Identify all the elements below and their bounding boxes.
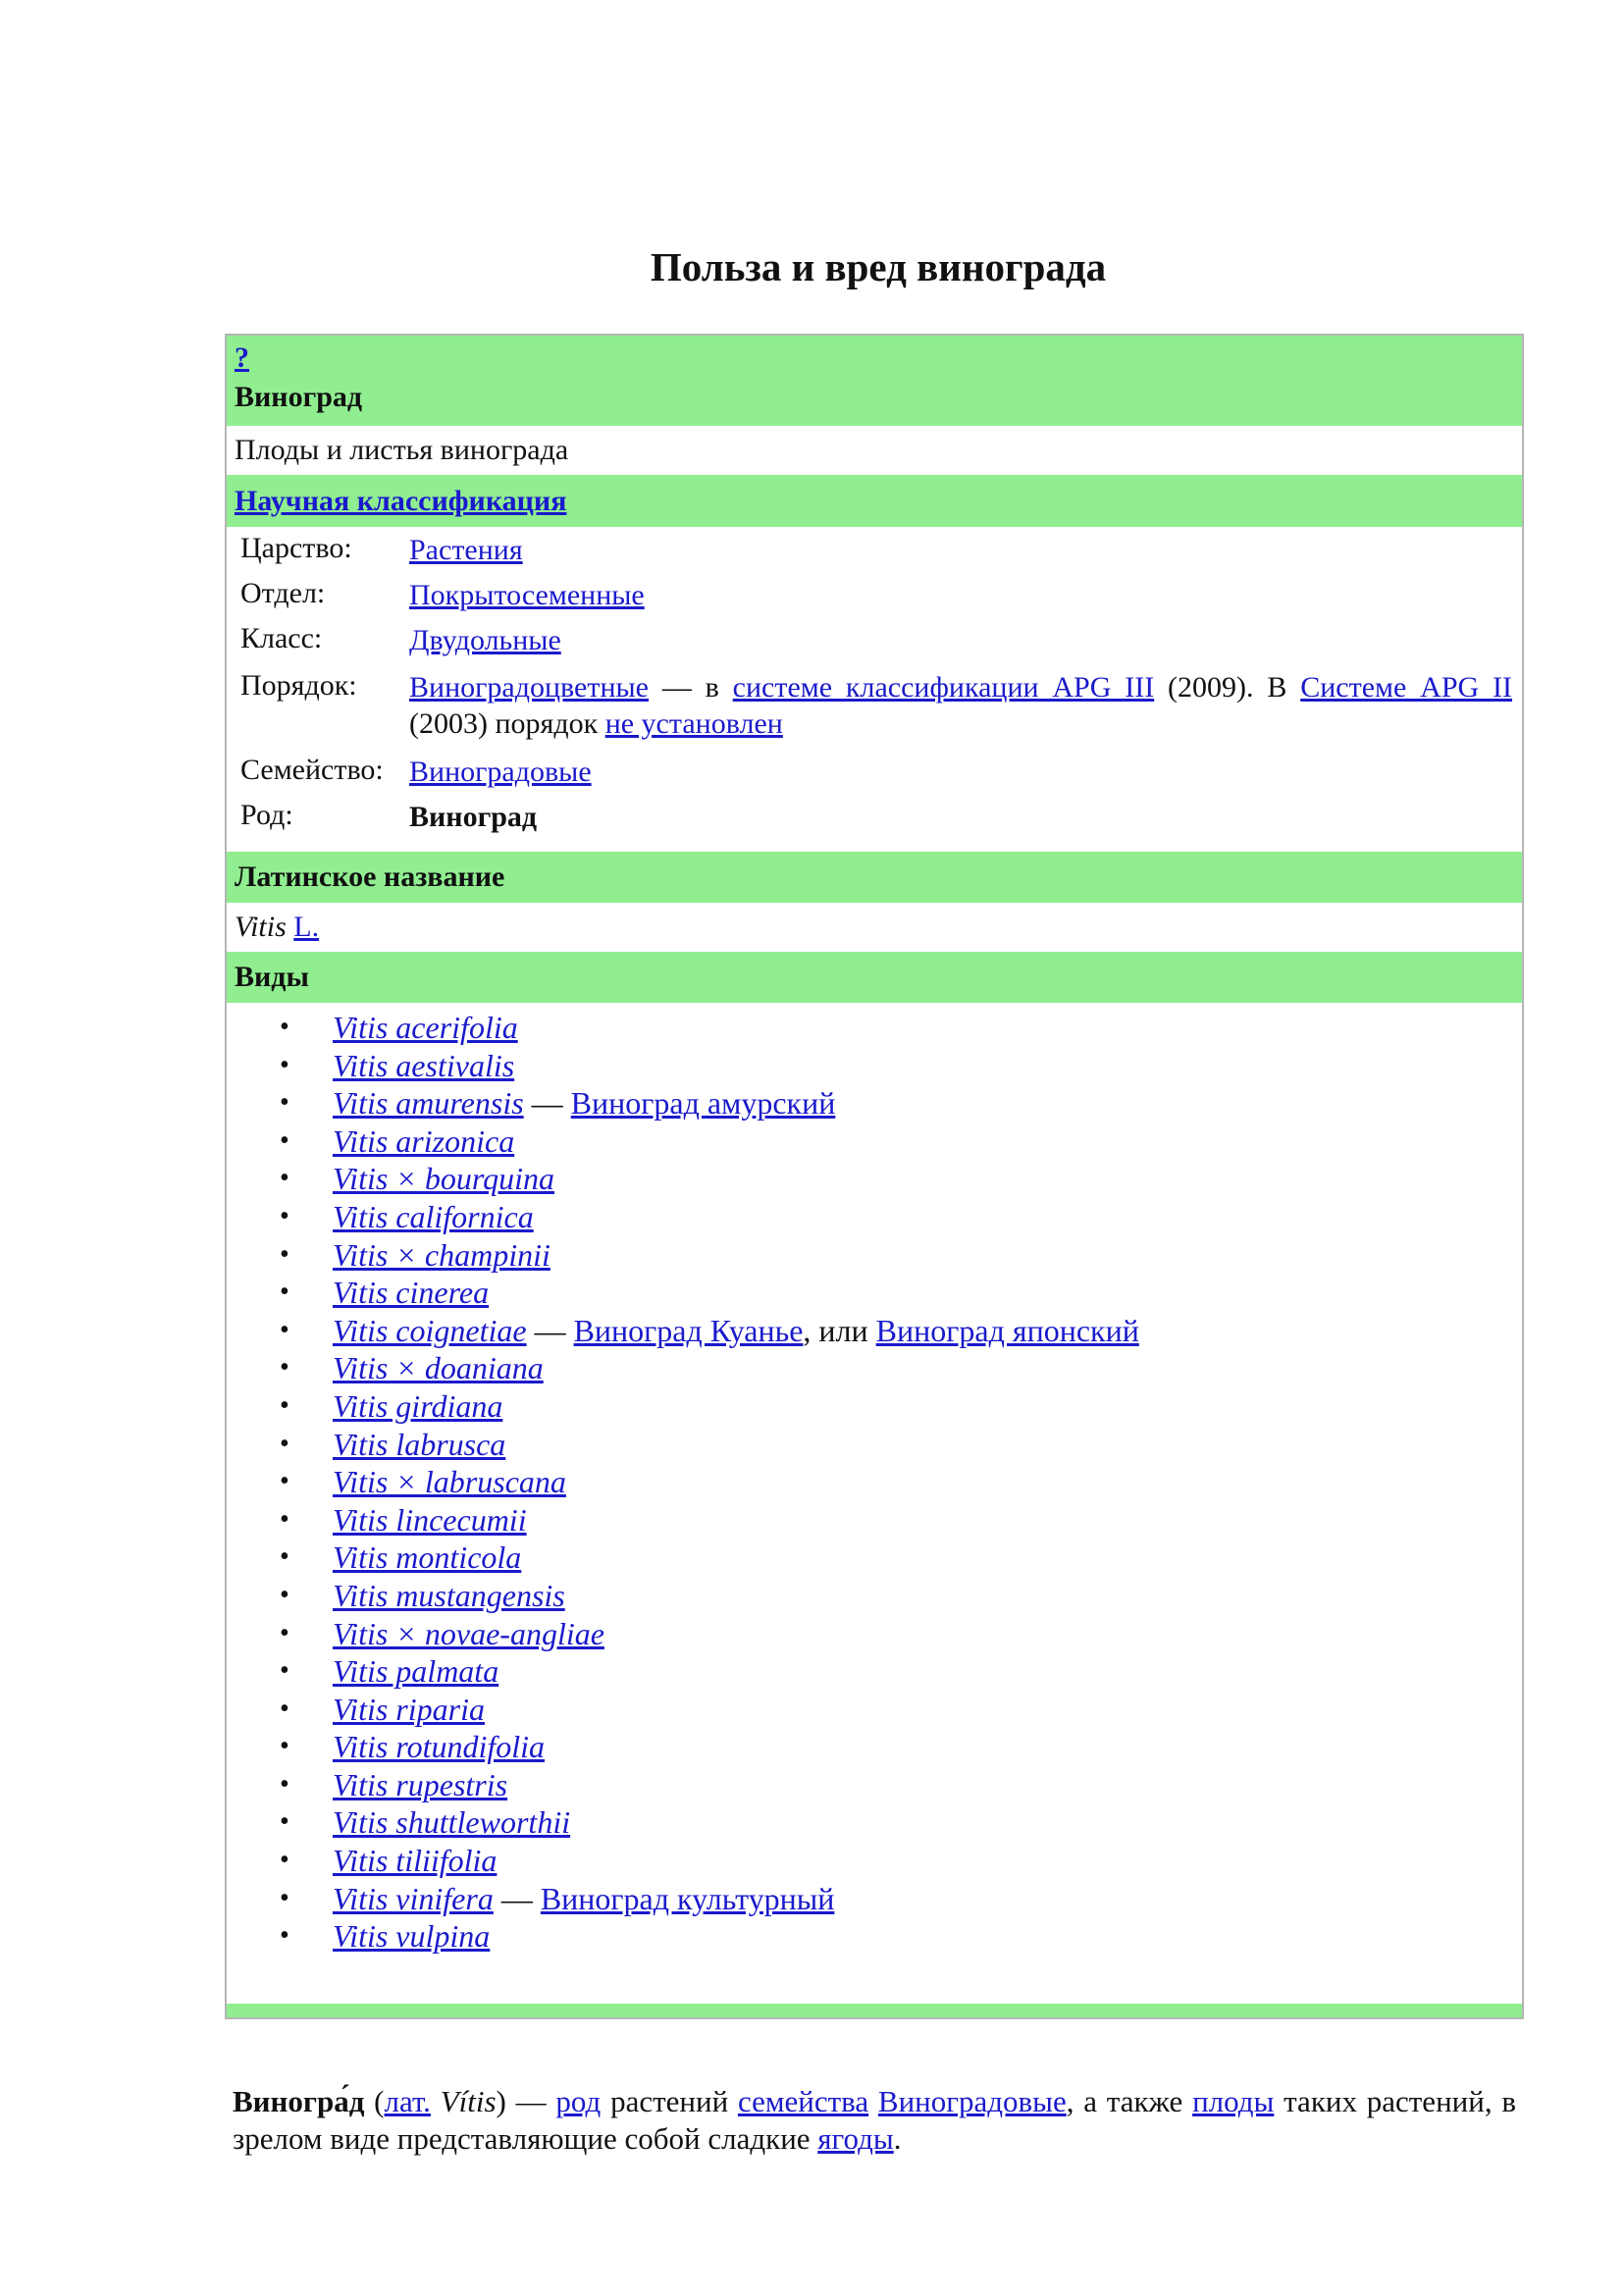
- list-item: [333, 1691, 1139, 1729]
- species-link[interactable]: Vitis coignetiae: [333, 1312, 527, 1348]
- image-caption: Плоды и листья винограда: [235, 434, 569, 466]
- list-item: [333, 1766, 1139, 1804]
- species-link[interactable]: Vitis × labruscana: [333, 1464, 566, 1500]
- taxonomy-row-order: [240, 669, 1512, 748]
- species-link[interactable]: Vitis vinifera: [333, 1880, 494, 1916]
- species-link[interactable]: Vitis shuttleworthii: [333, 1804, 571, 1841]
- species-link[interactable]: Vitis rupestris: [333, 1766, 508, 1802]
- list-item: [333, 1160, 1139, 1198]
- not-established-link[interactable]: не установлен: [604, 707, 783, 740]
- taxonomy-row-family: [240, 754, 1512, 793]
- article-term: Виногра́д: [233, 2084, 365, 2118]
- list-item: [333, 1842, 1139, 1880]
- berries-link[interactable]: ягоды: [817, 2121, 894, 2156]
- list-item: [333, 1349, 1139, 1387]
- species-link[interactable]: Vitis californica: [333, 1198, 534, 1234]
- apg3-link[interactable]: системе классификации APG III: [732, 671, 1155, 704]
- species-ru-link[interactable]: Виноград амурский: [570, 1085, 836, 1122]
- species-list: [227, 1009, 1139, 1956]
- list-item: [333, 1426, 1139, 1464]
- list-item: • Vitis vinifera — Виноград культурный: [333, 1880, 1139, 1918]
- species-link[interactable]: Vitis × champinii: [333, 1236, 550, 1273]
- list-item: [333, 1198, 1139, 1236]
- species-link[interactable]: Vitis cinerea: [333, 1275, 490, 1311]
- classification-link[interactable]: Научная классификация: [235, 485, 567, 517]
- apg2-link[interactable]: Системе APG II: [1300, 671, 1512, 704]
- species-link[interactable]: Vitis aestivalis: [333, 1047, 515, 1083]
- species-link[interactable]: Vitis × bourquina: [333, 1161, 555, 1197]
- order-value: Виноградоцветные — в системе классификации APG III (2009). В Системе APG II (2003) порядок не установлен: [409, 671, 1512, 740]
- taxonomy-label: Семейство:: [240, 754, 384, 786]
- lat-link[interactable]: лат.: [384, 2084, 431, 2118]
- latin-name-header: Латинское название: [227, 852, 1522, 903]
- page-title: Польза и вред винограда: [650, 244, 1107, 289]
- class-link[interactable]: Двудольные: [409, 624, 561, 656]
- species-link[interactable]: Vitis arizonica: [333, 1122, 515, 1159]
- species-link[interactable]: Vitis tiliifolia: [333, 1843, 498, 1879]
- taxobox-name: Виноград: [235, 381, 363, 413]
- species-link[interactable]: Vitis rotundifolia: [333, 1729, 546, 1765]
- species-link[interactable]: Vitis lincecumii: [333, 1501, 527, 1538]
- list-item: [333, 1917, 1139, 1956]
- species-link[interactable]: Vitis palmata: [333, 1653, 499, 1690]
- genus-link[interactable]: род: [555, 2084, 602, 2118]
- author-link[interactable]: L.: [293, 911, 320, 943]
- latin-name: Vitis: [235, 911, 287, 943]
- species-link[interactable]: Vitis labrusca: [333, 1426, 506, 1462]
- species-link[interactable]: Vitis amurensis: [333, 1085, 524, 1122]
- list-item: [333, 1387, 1139, 1426]
- species-link[interactable]: Vitis × doaniana: [333, 1350, 544, 1386]
- taxonomy-row-division: [240, 577, 1512, 616]
- list-item: [333, 1463, 1139, 1501]
- species-link[interactable]: Vitis mustangensis: [333, 1577, 565, 1613]
- list-item: [333, 1577, 1139, 1615]
- list-item: • Vitis coignetiae — Виноград Куанье, или Виноград японский: [333, 1312, 1139, 1350]
- family-link[interactable]: Виноградовые: [409, 756, 592, 788]
- taxobox-title-row: [227, 336, 1522, 426]
- order-link[interactable]: Виноградоцветные: [409, 671, 649, 704]
- species-header: Виды: [227, 952, 1522, 1003]
- taxonomy-row-genus: [240, 799, 1512, 838]
- taxonomy-label: Класс:: [240, 622, 323, 654]
- taxobox-footer-bar: [227, 2004, 1522, 2017]
- list-item: [333, 1615, 1139, 1653]
- vitaceae-link[interactable]: Виноградовые: [877, 2084, 1067, 2118]
- taxonomy-label: Род:: [240, 799, 293, 831]
- list-item: [333, 1122, 1139, 1161]
- list-item: [333, 1728, 1139, 1766]
- species-link[interactable]: Vitis girdiana: [333, 1387, 503, 1424]
- list-item: [333, 1501, 1139, 1539]
- taxonomy-label: Царство:: [240, 532, 352, 564]
- article-intro: Виногра́д (лат. Vítis) — род растений семейства Виноградовые, а также плоды таких растений, в зрелом виде представляющие собой сладкие ягоды.: [233, 2084, 1516, 2156]
- species-link[interactable]: Vitis monticola: [333, 1539, 522, 1576]
- taxonomy-label: Отдел:: [240, 577, 326, 609]
- list-item: [333, 1009, 1139, 1047]
- taxonomy-row-kingdom: [240, 532, 1512, 571]
- species-link[interactable]: Vitis × novae-angliae: [333, 1615, 604, 1651]
- species-ru-link[interactable]: Виноград японский: [875, 1312, 1139, 1348]
- species-link[interactable]: Vitis vulpina: [333, 1918, 491, 1955]
- list-item: • Vitis amurensis — Виноград амурский: [333, 1084, 1139, 1122]
- help-link[interactable]: ?: [235, 341, 249, 374]
- list-item: [333, 1652, 1139, 1691]
- division-link[interactable]: Покрытосеменные: [409, 579, 645, 611]
- species-link[interactable]: Vitis riparia: [333, 1691, 485, 1727]
- list-item: [333, 1047, 1139, 1085]
- species-ru-link[interactable]: Виноград культурный: [540, 1880, 835, 1916]
- species-ru-link[interactable]: Виноград Куанье: [573, 1312, 804, 1348]
- genus-value: Виноград: [409, 801, 538, 833]
- list-item: [333, 1274, 1139, 1312]
- taxobox: [225, 334, 1524, 2019]
- species-link[interactable]: Vitis acerifolia: [333, 1010, 518, 1045]
- list-item: [333, 1236, 1139, 1275]
- taxonomy-label: Порядок:: [240, 669, 357, 702]
- fruit-link[interactable]: плоды: [1192, 2084, 1275, 2118]
- classification-header-row: [227, 475, 1522, 527]
- family-term-link[interactable]: семейства: [737, 2084, 869, 2118]
- list-item: [333, 1539, 1139, 1577]
- kingdom-link[interactable]: Растения: [409, 534, 523, 566]
- taxonomy-row-class: [240, 622, 1512, 661]
- latin-name-row: [227, 903, 1522, 952]
- list-item: [333, 1803, 1139, 1842]
